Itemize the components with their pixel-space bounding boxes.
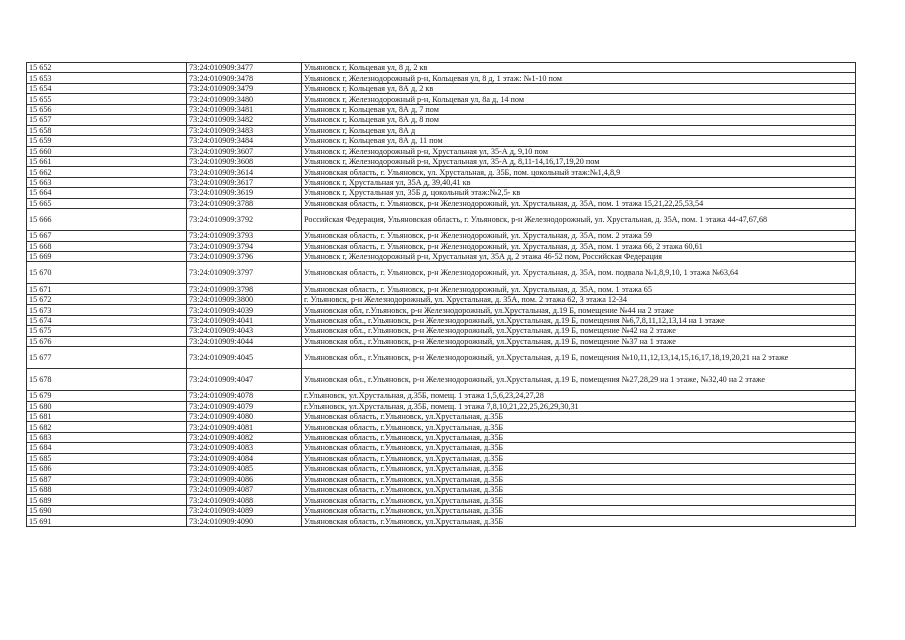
row-number-cell: 15 688 bbox=[27, 485, 187, 495]
row-number-cell: 15 654 bbox=[27, 83, 187, 93]
address-cell: Российская Федерация, Ульяновская область, г. Ульяновск, р-н Железнодорожный, ул. Хрустальная, д. 35А, пом. 1 этажа 44-47,67,68 bbox=[302, 209, 856, 231]
document-page bbox=[26, 62, 856, 527]
address-cell: Ульяновск г, Кольцевая ул, 8А д, 7 пом bbox=[302, 104, 856, 114]
address-cell: Ульяновская обл., г.Ульяновск, р-н Железнодорожный, ул.Хрустальная, д.19 Б, помещение №42 на 2 этаже bbox=[302, 326, 856, 336]
table-row bbox=[27, 136, 856, 146]
cadastral-number-cell: 73:24:010909:3608 bbox=[187, 156, 302, 166]
row-number-cell: 15 690 bbox=[27, 505, 187, 515]
address-cell: Ульяновская область, г. Ульяновск, р-н Железнодорожный, ул. Хрустальная, д. 35А, пом. 1 этажа 66, 2 этажа 60,61 bbox=[302, 241, 856, 251]
cadastral-number-cell: 73:24:010909:4044 bbox=[187, 336, 302, 346]
cadastral-number-cell: 73:24:010909:3794 bbox=[187, 241, 302, 251]
cadastral-number-cell: 73:24:010909:3792 bbox=[187, 209, 302, 231]
table-row bbox=[27, 315, 856, 325]
address-cell: Ульяновск г, Хрустальная ул, 35Б д, цокольный этаж:№2,5- кв bbox=[302, 188, 856, 198]
row-number-cell: 15 675 bbox=[27, 326, 187, 336]
address-cell: Ульяновская обл, г.Ульяновск, р-н Железнодорожный, ул.Хрустальная, д.19 Б, помещение №44 на 2 этаже bbox=[302, 305, 856, 315]
address-cell: Ульяновская область, г.Ульяновск, ул.Хрустальная, д.35Б bbox=[302, 422, 856, 432]
table-row bbox=[27, 177, 856, 187]
row-number-cell: 15 660 bbox=[27, 146, 187, 156]
row-number-cell: 15 676 bbox=[27, 336, 187, 346]
table-row bbox=[27, 326, 856, 336]
table-row bbox=[27, 294, 856, 304]
table-row bbox=[27, 495, 856, 505]
cadastral-number-cell: 73:24:010909:4090 bbox=[187, 516, 302, 526]
table-row bbox=[27, 231, 856, 241]
address-cell: Ульяновск г, Железнодорожный р-н, Хрустальная ул, 35А д, 2 этажа 46-52 пом, Российская Федерация bbox=[302, 252, 856, 262]
address-cell: Ульяновск г, Железнодорожный р-н, Кольцевая ул, 8 д, 1 этаж: №1-10 пом bbox=[302, 73, 856, 83]
cadastral-number-cell: 73:24:010909:3800 bbox=[187, 294, 302, 304]
row-number-cell: 15 685 bbox=[27, 453, 187, 463]
address-cell: г. Ульяновск, р-н Железнодорожный, ул. Хрустальная, д. 35А, пом. 2 этажа 62, 3 этажа 12-34 bbox=[302, 294, 856, 304]
address-cell: Ульяновская область, г.Ульяновск, ул.Хрустальная, д.35Б bbox=[302, 485, 856, 495]
table-row bbox=[27, 474, 856, 484]
address-cell: Ульяновская область, г.Ульяновск, ул.Хрустальная, д.35Б bbox=[302, 443, 856, 453]
row-number-cell: 15 679 bbox=[27, 391, 187, 401]
address-cell: Ульяновск г, Кольцевая ул, 8А д, 11 пом bbox=[302, 136, 856, 146]
address-cell: Ульяновская область, г.Ульяновск, ул.Хрустальная, д.35Б bbox=[302, 505, 856, 515]
table-row bbox=[27, 391, 856, 401]
row-number-cell: 15 686 bbox=[27, 464, 187, 474]
address-cell: Ульяновская область, г. Ульяновск, р-н Железнодорожный, ул. Хрустальная, д. 35А, пом. 1 этажа 65 bbox=[302, 284, 856, 294]
address-cell: г.Ульяновск, ул.Хрустальная, д.35Б, помещ. 1 этажа 7,8,10,21,22,25,26,29,30,31 bbox=[302, 401, 856, 411]
cadastral-number-cell: 73:24:010909:3483 bbox=[187, 125, 302, 135]
address-cell: Ульяновская область, г. Ульяновск, р-н Железнодорожный, ул. Хрустальная, д. 35А, пом. 2 этажа 59 bbox=[302, 231, 856, 241]
row-number-cell: 15 674 bbox=[27, 315, 187, 325]
cadastral-number-cell: 73:24:010909:4081 bbox=[187, 422, 302, 432]
address-cell: Ульяновская область, г. Ульяновск, ул. Хрустальная, д. 35Б, пом. цокольный этаж:№1,4,8,9 bbox=[302, 167, 856, 177]
cadastral-number-cell: 73:24:010909:4039 bbox=[187, 305, 302, 315]
row-number-cell: 15 662 bbox=[27, 167, 187, 177]
row-number-cell: 15 673 bbox=[27, 305, 187, 315]
row-number-cell: 15 687 bbox=[27, 474, 187, 484]
cadastral-number-cell: 73:24:010909:4085 bbox=[187, 464, 302, 474]
row-number-cell: 15 655 bbox=[27, 94, 187, 104]
address-cell: Ульяновская область, г.Ульяновск, ул.Хрустальная, д.35Б bbox=[302, 495, 856, 505]
table-row bbox=[27, 305, 856, 315]
cadastral-number-cell: 73:24:010909:4041 bbox=[187, 315, 302, 325]
cadastral-number-cell: 73:24:010909:4084 bbox=[187, 453, 302, 463]
table-row bbox=[27, 443, 856, 453]
address-cell: Ульяновская область, г. Ульяновск, р-н Железнодорожный, ул. Хрустальная, д. 35А, пом. 1 этажа 15,21,22,25,53,54 bbox=[302, 198, 856, 208]
address-cell: Ульяновск г, Кольцевая ул, 8 д, 2 кв bbox=[302, 63, 856, 73]
cadastral-number-cell: 73:24:010909:3480 bbox=[187, 94, 302, 104]
address-cell: Ульяновская обл., г.Ульяновск, р-н Железнодорожный, ул.Хрустальная, д.19 Б, помещение №37 на 1 этаже bbox=[302, 336, 856, 346]
row-number-cell: 15 671 bbox=[27, 284, 187, 294]
row-number-cell: 15 691 bbox=[27, 516, 187, 526]
cadastral-number-cell: 73:24:010909:3481 bbox=[187, 104, 302, 114]
table-row bbox=[27, 411, 856, 421]
cadastral-number-cell: 73:24:010909:4080 bbox=[187, 411, 302, 421]
address-cell: Ульяновск г, Железнодорожный р-н, Хрустальная ул, 35-А д, 9,10 пом bbox=[302, 146, 856, 156]
cadastral-table bbox=[26, 62, 856, 527]
cadastral-number-cell: 73:24:010909:3478 bbox=[187, 73, 302, 83]
cadastral-number-cell: 73:24:010909:4082 bbox=[187, 432, 302, 442]
row-number-cell: 15 665 bbox=[27, 198, 187, 208]
address-cell: Ульяновская область, г.Ульяновск, ул.Хрустальная, д.35Б bbox=[302, 516, 856, 526]
cadastral-number-cell: 73:24:010909:3477 bbox=[187, 63, 302, 73]
address-cell: Ульяновск г, Железнодорожный р-н, Кольцевая ул, 8а д, 14 пом bbox=[302, 94, 856, 104]
table-row bbox=[27, 125, 856, 135]
cadastral-number-cell: 73:24:010909:4086 bbox=[187, 474, 302, 484]
table-row bbox=[27, 252, 856, 262]
cadastral-number-cell: 73:24:010909:3484 bbox=[187, 136, 302, 146]
cadastral-number-cell: 73:24:010909:3619 bbox=[187, 188, 302, 198]
cadastral-number-cell: 73:24:010909:3797 bbox=[187, 262, 302, 284]
cadastral-number-cell: 73:24:010909:4047 bbox=[187, 369, 302, 391]
row-number-cell: 15 680 bbox=[27, 401, 187, 411]
row-number-cell: 15 678 bbox=[27, 369, 187, 391]
address-cell: Ульяновск г, Кольцевая ул, 8А д, 2 кв bbox=[302, 83, 856, 93]
table-row bbox=[27, 63, 856, 73]
row-number-cell: 15 684 bbox=[27, 443, 187, 453]
table-row bbox=[27, 94, 856, 104]
row-number-cell: 15 656 bbox=[27, 104, 187, 114]
table-row bbox=[27, 485, 856, 495]
address-cell: Ульяновская область, г.Ульяновск, ул.Хрустальная, д.35Б bbox=[302, 453, 856, 463]
row-number-cell: 15 683 bbox=[27, 432, 187, 442]
table-row bbox=[27, 241, 856, 251]
row-number-cell: 15 669 bbox=[27, 252, 187, 262]
row-number-cell: 15 658 bbox=[27, 125, 187, 135]
row-number-cell: 15 663 bbox=[27, 177, 187, 187]
table-row bbox=[27, 422, 856, 432]
cadastral-number-cell: 73:24:010909:4078 bbox=[187, 391, 302, 401]
cadastral-number-cell: 73:24:010909:4079 bbox=[187, 401, 302, 411]
row-number-cell: 15 664 bbox=[27, 188, 187, 198]
table-body bbox=[27, 63, 856, 527]
table-row bbox=[27, 146, 856, 156]
table-row bbox=[27, 115, 856, 125]
address-cell: Ульяновск г, Кольцевая ул, 8А д bbox=[302, 125, 856, 135]
row-number-cell: 15 672 bbox=[27, 294, 187, 304]
table-row bbox=[27, 453, 856, 463]
cadastral-number-cell: 73:24:010909:3482 bbox=[187, 115, 302, 125]
address-cell: Ульяновская область, г.Ульяновск, ул.Хрустальная, д.35Б bbox=[302, 474, 856, 484]
cadastral-number-cell: 73:24:010909:3793 bbox=[187, 231, 302, 241]
cadastral-number-cell: 73:24:010909:4089 bbox=[187, 505, 302, 515]
cadastral-number-cell: 73:24:010909:3796 bbox=[187, 252, 302, 262]
table-row bbox=[27, 516, 856, 526]
cadastral-number-cell: 73:24:010909:3788 bbox=[187, 198, 302, 208]
row-number-cell: 15 668 bbox=[27, 241, 187, 251]
address-cell: Ульяновская область, г.Ульяновск, ул.Хрустальная, д.35Б bbox=[302, 464, 856, 474]
table-row bbox=[27, 284, 856, 294]
table-row bbox=[27, 347, 856, 369]
row-number-cell: 15 657 bbox=[27, 115, 187, 125]
cadastral-number-cell: 73:24:010909:4043 bbox=[187, 326, 302, 336]
table-row bbox=[27, 83, 856, 93]
table-row bbox=[27, 209, 856, 231]
cadastral-number-cell: 73:24:010909:4083 bbox=[187, 443, 302, 453]
row-number-cell: 15 659 bbox=[27, 136, 187, 146]
row-number-cell: 15 670 bbox=[27, 262, 187, 284]
cadastral-number-cell: 73:24:010909:3614 bbox=[187, 167, 302, 177]
table-row bbox=[27, 156, 856, 166]
address-cell: Ульяновская область, г. Ульяновск, р-н Железнодорожный, ул. Хрустальная, д. 35А, пом. подвала №1,8,9,10, 1 этажа №63,64 bbox=[302, 262, 856, 284]
table-row bbox=[27, 73, 856, 83]
row-number-cell: 15 682 bbox=[27, 422, 187, 432]
address-cell: Ульяновская обл., г.Ульяновск, р-н Железнодорожный, ул.Хрустальная, д.19 Б, помещения №10,11,12,13,14,15,16,17,18,19,20,21 на 2 этаже bbox=[302, 347, 856, 369]
cadastral-number-cell: 73:24:010909:4088 bbox=[187, 495, 302, 505]
cadastral-number-cell: 73:24:010909:4087 bbox=[187, 485, 302, 495]
address-cell: Ульяновская область, г.Ульяновск, ул.Хрустальная, д.35Б bbox=[302, 411, 856, 421]
table-row bbox=[27, 369, 856, 391]
address-cell: Ульяновск г, Кольцевая ул, 8А д, 8 пом bbox=[302, 115, 856, 125]
table-row bbox=[27, 167, 856, 177]
row-number-cell: 15 661 bbox=[27, 156, 187, 166]
row-number-cell: 15 689 bbox=[27, 495, 187, 505]
cadastral-number-cell: 73:24:010909:3607 bbox=[187, 146, 302, 156]
row-number-cell: 15 667 bbox=[27, 231, 187, 241]
table-row bbox=[27, 464, 856, 474]
row-number-cell: 15 666 bbox=[27, 209, 187, 231]
table-row bbox=[27, 336, 856, 346]
table-row bbox=[27, 198, 856, 208]
row-number-cell: 15 681 bbox=[27, 411, 187, 421]
table-row bbox=[27, 432, 856, 442]
address-cell: Ульяновская обл., г.Ульяновск, р-н Железнодорожный, ул.Хрустальная, д.19 Б, помещения №27,28,29 на 1 этаже, №32,40 на 2 этаже bbox=[302, 369, 856, 391]
row-number-cell: 15 653 bbox=[27, 73, 187, 83]
cadastral-number-cell: 73:24:010909:3617 bbox=[187, 177, 302, 187]
cadastral-number-cell: 73:24:010909:4045 bbox=[187, 347, 302, 369]
table-row bbox=[27, 262, 856, 284]
cadastral-number-cell: 73:24:010909:3798 bbox=[187, 284, 302, 294]
table-row bbox=[27, 188, 856, 198]
address-cell: Ульяновск г, Хрустальная ул, 35А д, 39,40,41 кв bbox=[302, 177, 856, 187]
address-cell: г.Ульяновск, ул.Хрустальная, д.35Б, помещ. 1 этажа 1,5,6,23,24,27,28 bbox=[302, 391, 856, 401]
table-row bbox=[27, 505, 856, 515]
table-row bbox=[27, 401, 856, 411]
address-cell: Ульяновск г, Железнодорожный р-н, Хрустальная ул, 35-А д, 8,11-14,16,17,19,20 пом bbox=[302, 156, 856, 166]
table-row bbox=[27, 104, 856, 114]
address-cell: Ульяновская обл., г.Ульяновск, р-н Железнодорожный, ул.Хрустальная, д.19 Б, помещения №6,7,8,11,12,13,14 на 1 этаже bbox=[302, 315, 856, 325]
cadastral-number-cell: 73:24:010909:3479 bbox=[187, 83, 302, 93]
row-number-cell: 15 677 bbox=[27, 347, 187, 369]
row-number-cell: 15 652 bbox=[27, 63, 187, 73]
address-cell: Ульяновская область, г.Ульяновск, ул.Хрустальная, д.35Б bbox=[302, 432, 856, 442]
